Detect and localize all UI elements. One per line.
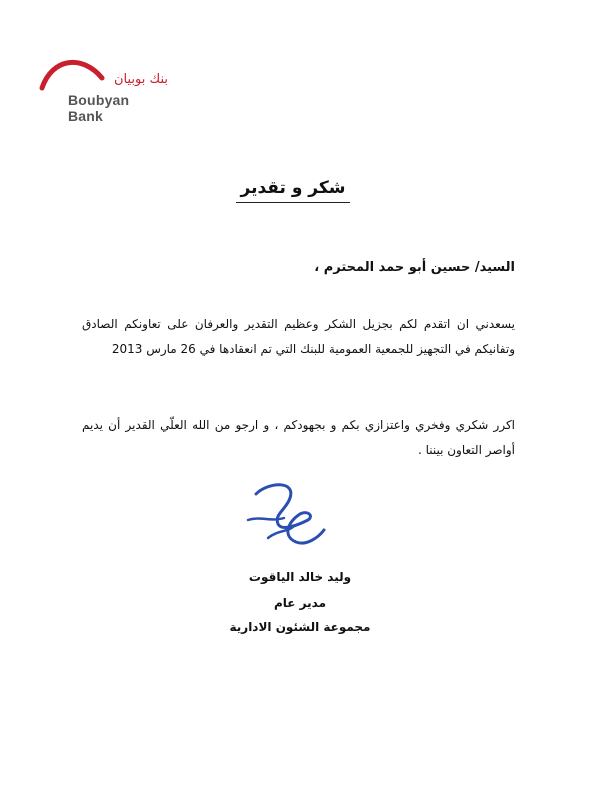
boubyan-arc-logo-icon	[38, 52, 108, 92]
handwritten-signature	[238, 480, 333, 552]
signatory-position: مدير عام	[273, 596, 326, 610]
signatory-name: وليد خالد الياقوت	[248, 570, 352, 584]
bank-name-english: Boubyan Bank	[68, 92, 130, 124]
salutation: السيد/ حسين أبو حمد المحترم ،	[314, 260, 515, 275]
bank-name-arabic: بنك بوبيان	[113, 72, 168, 87]
letter-title: شكر و تقدير	[236, 178, 350, 203]
paragraph-closing: اكرر شكري وفخري واعتزازي بكم و بجهودكم ، و ارجو من الله العلّي القدير أن يديم أواصر التعاون بيننا .	[82, 418, 515, 457]
bank-logo	[38, 52, 168, 124]
signatory-department: مجموعة الشئون الادارية	[229, 620, 371, 634]
paragraph-gratitude: يسعدني ان اتقدم لكم بجزيل الشكر وعظيم التقدير والعرفان على تعاونكم الصادق وتفانيكم في التجهيز للجمعية العمومية للبنك التي تم انعقادها في 26 مارس 2013	[82, 317, 515, 356]
